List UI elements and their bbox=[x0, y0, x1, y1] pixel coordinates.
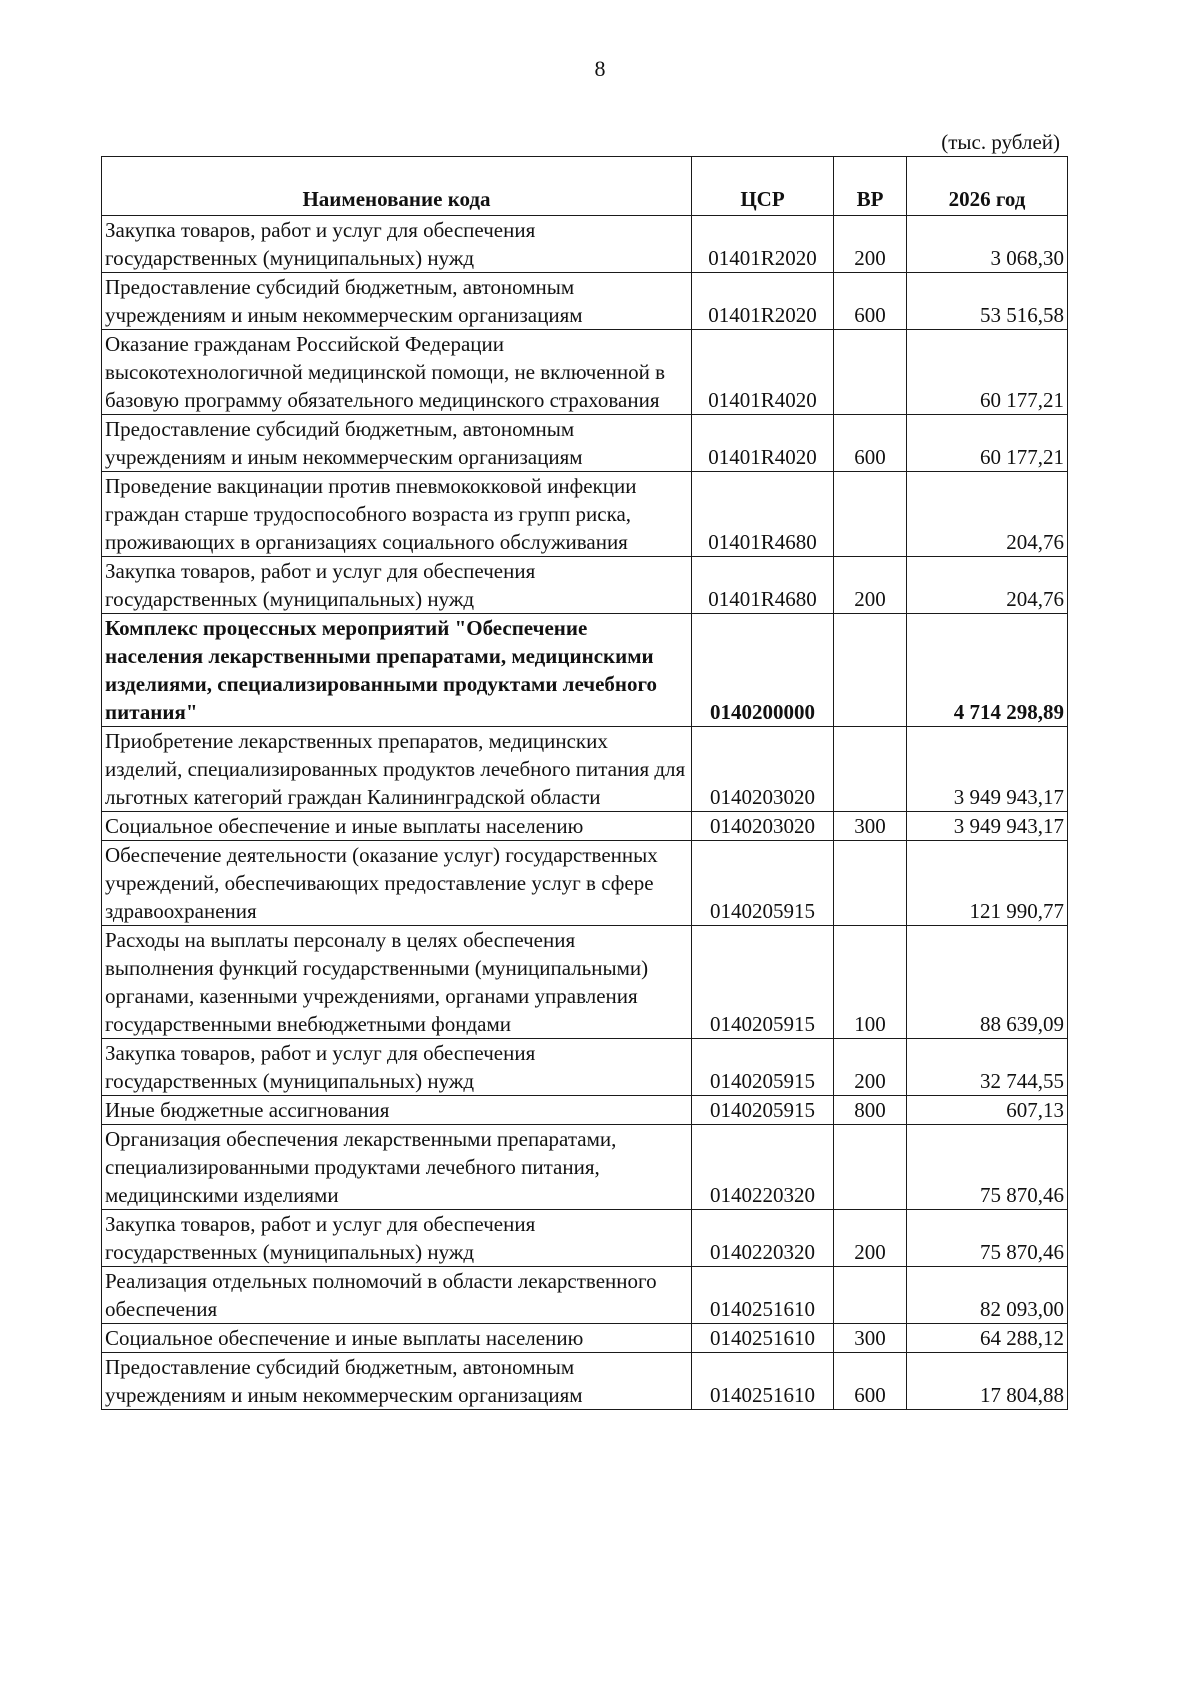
row-amount-cell: 64 288,12 bbox=[907, 1324, 1068, 1353]
row-amount-cell: 17 804,88 bbox=[907, 1353, 1068, 1410]
row-csr-cell: 0140203020 bbox=[692, 727, 834, 812]
row-amount-cell: 607,13 bbox=[907, 1096, 1068, 1125]
row-vr-cell: 600 bbox=[834, 415, 907, 472]
row-amount-cell: 4 714 298,89 bbox=[907, 614, 1068, 727]
row-csr-cell: 01401R4680 bbox=[692, 472, 834, 557]
row-csr-cell: 01401R4020 bbox=[692, 415, 834, 472]
row-amount-cell: 75 870,46 bbox=[907, 1210, 1068, 1267]
table-row bbox=[102, 812, 1068, 841]
row-vr-cell: 600 bbox=[834, 273, 907, 330]
table-row bbox=[102, 216, 1068, 273]
row-csr-cell: 0140200000 bbox=[692, 614, 834, 727]
row-name-cell: Предоставление субсидий бюджетным, автономным учреждениям и иным некоммерческим организациям bbox=[102, 273, 692, 330]
row-vr-cell: 800 bbox=[834, 1096, 907, 1125]
header-vr: ВР bbox=[834, 157, 907, 216]
row-vr-cell bbox=[834, 614, 907, 727]
table-row bbox=[102, 415, 1068, 472]
row-vr-cell: 200 bbox=[834, 216, 907, 273]
row-csr-cell: 0140203020 bbox=[692, 812, 834, 841]
header-csr: ЦСР bbox=[692, 157, 834, 216]
row-amount-cell: 121 990,77 bbox=[907, 841, 1068, 926]
row-name-cell: Социальное обеспечение и иные выплаты населению bbox=[102, 812, 692, 841]
row-name-cell: Реализация отдельных полномочий в области лекарственного обеспечения bbox=[102, 1267, 692, 1324]
row-amount-cell: 60 177,21 bbox=[907, 415, 1068, 472]
row-amount-cell: 82 093,00 bbox=[907, 1267, 1068, 1324]
row-csr-cell: 0140205915 bbox=[692, 1039, 834, 1096]
row-name-cell: Расходы на выплаты персоналу в целях обеспечения выполнения функций государственными (муниципальными) органами, казенными учреждениями, органами управления государственными внебюджетными фондами bbox=[102, 926, 692, 1039]
table-row bbox=[102, 273, 1068, 330]
row-name-cell: Оказание гражданам Российской Федерации высокотехнологичной медицинской помощи, не включенной в базовую программу обязательного медицинского страхования bbox=[102, 330, 692, 415]
table-row bbox=[102, 1096, 1068, 1125]
row-csr-cell: 01401R2020 bbox=[692, 216, 834, 273]
row-name-cell: Закупка товаров, работ и услуг для обеспечения государственных (муниципальных) нужд bbox=[102, 1210, 692, 1267]
row-name-cell: Комплекс процессных мероприятий "Обеспечение населения лекарственными препаратами, медицинскими изделиями, специализированными продуктами лечебного питания" bbox=[102, 614, 692, 727]
row-amount-cell: 53 516,58 bbox=[907, 273, 1068, 330]
table-row bbox=[102, 557, 1068, 614]
page-number: 8 bbox=[594, 56, 606, 81]
row-vr-cell bbox=[834, 1267, 907, 1324]
row-vr-cell: 600 bbox=[834, 1353, 907, 1410]
budget-table bbox=[101, 156, 1068, 1410]
row-vr-cell: 100 bbox=[834, 926, 907, 1039]
row-vr-cell: 200 bbox=[834, 557, 907, 614]
row-name-cell: Организация обеспечения лекарственными препаратами, специализированными продуктами лечебного питания, медицинскими изделиями bbox=[102, 1125, 692, 1210]
row-amount-cell: 204,76 bbox=[907, 557, 1068, 614]
table-row bbox=[102, 1353, 1068, 1410]
row-vr-cell: 200 bbox=[834, 1210, 907, 1267]
row-csr-cell: 0140205915 bbox=[692, 1096, 834, 1125]
row-name-cell: Закупка товаров, работ и услуг для обеспечения государственных (муниципальных) нужд bbox=[102, 1039, 692, 1096]
row-name-cell: Предоставление субсидий бюджетным, автономным учреждениям и иным некоммерческим организациям bbox=[102, 415, 692, 472]
row-name-cell: Обеспечение деятельности (оказание услуг) государственных учреждений, обеспечивающих предоставление услуг в сфере здравоохранения bbox=[102, 841, 692, 926]
row-name-cell: Закупка товаров, работ и услуг для обеспечения государственных (муниципальных) нужд bbox=[102, 216, 692, 273]
row-csr-cell: 0140251610 bbox=[692, 1353, 834, 1410]
table-row bbox=[102, 926, 1068, 1039]
row-vr-cell bbox=[834, 841, 907, 926]
row-csr-cell: 01401R4020 bbox=[692, 330, 834, 415]
row-name-cell: Проведение вакцинации против пневмококковой инфекции граждан старше трудоспособного возраста из групп риска, проживающих в организациях социального обслуживания bbox=[102, 472, 692, 557]
row-vr-cell bbox=[834, 727, 907, 812]
row-amount-cell: 88 639,09 bbox=[907, 926, 1068, 1039]
row-amount-cell: 204,76 bbox=[907, 472, 1068, 557]
row-csr-cell: 01401R4680 bbox=[692, 557, 834, 614]
header-name: Наименование кода bbox=[102, 157, 692, 216]
row-name-cell: Закупка товаров, работ и услуг для обеспечения государственных (муниципальных) нужд bbox=[102, 557, 692, 614]
unit-note: (тыс. рублей) bbox=[941, 130, 1060, 154]
table-row bbox=[102, 1210, 1068, 1267]
row-csr-cell: 01401R2020 bbox=[692, 273, 834, 330]
table-row bbox=[102, 614, 1068, 727]
table-row bbox=[102, 727, 1068, 812]
row-amount-cell: 3 949 943,17 bbox=[907, 812, 1068, 841]
row-vr-cell: 300 bbox=[834, 812, 907, 841]
row-csr-cell: 0140220320 bbox=[692, 1210, 834, 1267]
row-vr-cell: 200 bbox=[834, 1039, 907, 1096]
table-row bbox=[102, 1125, 1068, 1210]
header-year: 2026 год bbox=[907, 157, 1068, 216]
row-name-cell: Предоставление субсидий бюджетным, автономным учреждениям и иным некоммерческим организациям bbox=[102, 1353, 692, 1410]
header-row bbox=[102, 157, 1068, 216]
row-vr-cell: 300 bbox=[834, 1324, 907, 1353]
row-amount-cell: 3 949 943,17 bbox=[907, 727, 1068, 812]
row-vr-cell bbox=[834, 1125, 907, 1210]
table-row bbox=[102, 472, 1068, 557]
row-csr-cell: 0140251610 bbox=[692, 1324, 834, 1353]
table-row bbox=[102, 1039, 1068, 1096]
row-name-cell: Социальное обеспечение и иные выплаты населению bbox=[102, 1324, 692, 1353]
row-name-cell: Иные бюджетные ассигнования bbox=[102, 1096, 692, 1125]
row-csr-cell: 0140205915 bbox=[692, 841, 834, 926]
row-name-cell: Приобретение лекарственных препаратов, медицинских изделий, специализированных продуктов лечебного питания для льготных категорий граждан Калининградской области bbox=[102, 727, 692, 812]
row-amount-cell: 32 744,55 bbox=[907, 1039, 1068, 1096]
table-row bbox=[102, 1324, 1068, 1353]
row-csr-cell: 0140220320 bbox=[692, 1125, 834, 1210]
row-vr-cell bbox=[834, 330, 907, 415]
row-amount-cell: 3 068,30 bbox=[907, 216, 1068, 273]
table-row bbox=[102, 1267, 1068, 1324]
row-csr-cell: 0140251610 bbox=[692, 1267, 834, 1324]
row-amount-cell: 75 870,46 bbox=[907, 1125, 1068, 1210]
row-csr-cell: 0140205915 bbox=[692, 926, 834, 1039]
table-row bbox=[102, 330, 1068, 415]
table-row bbox=[102, 841, 1068, 926]
row-vr-cell bbox=[834, 472, 907, 557]
row-amount-cell: 60 177,21 bbox=[907, 330, 1068, 415]
